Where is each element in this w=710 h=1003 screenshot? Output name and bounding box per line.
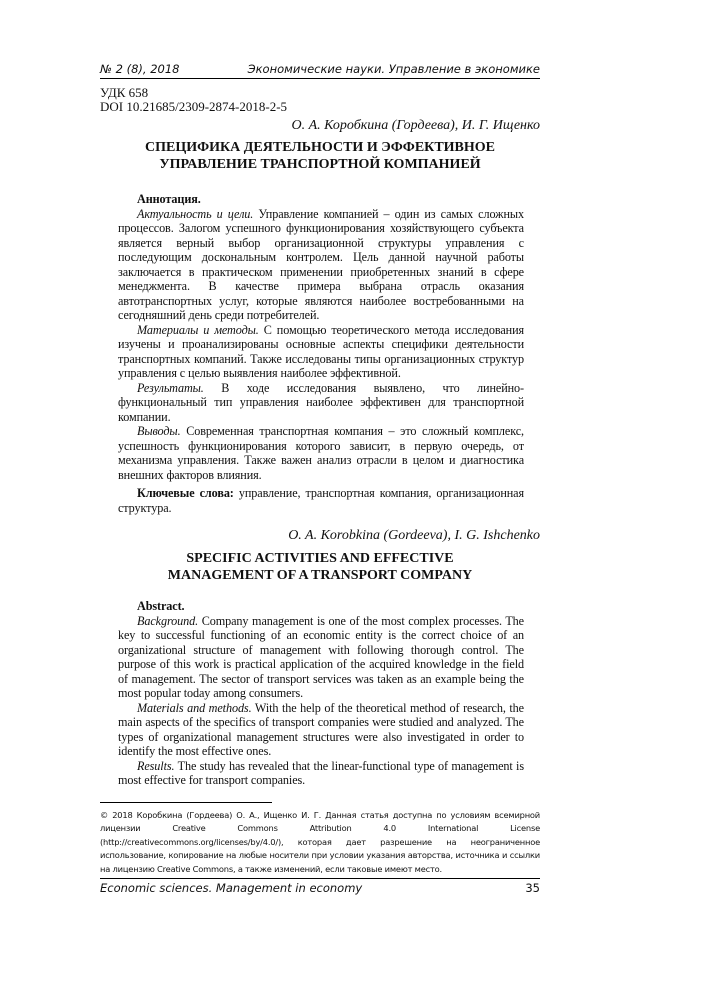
udk-code: УДК 658 — [100, 85, 149, 100]
journal-section: Экономические науки. Управление в экономике — [247, 62, 540, 76]
keywords-ru — [118, 486, 524, 515]
license-footnote: © 2018 Коробкина (Гордеева) О. А., Ищенко И. Г. Данная статья доступна по условиям всемирной лицензии Creative Commons Attribution 4.0 International License (http://creativecommons.org/licenses/by/4.0/), которая дает разрешение на неограниченное использование, копирование на любые носители при условии указания авторства, источника и ссылки на лицензию Creative Commons, а также изменений, если таковые имеют место. — [100, 809, 540, 874]
abstract-en-background — [118, 614, 524, 701]
section-label: Выводы. — [137, 424, 181, 438]
abstract-en — [118, 599, 524, 788]
journal-title-en: Economic sciences. Management in economy — [100, 881, 363, 896]
footnote-separator — [100, 802, 272, 803]
running-footer — [100, 878, 540, 897]
abstract-en-methods — [118, 701, 524, 759]
title-en-line2: MANAGEMENT OF A TRANSPORT COMPANY — [167, 568, 473, 583]
section-label: Материалы и методы. — [137, 322, 259, 337]
issue-number: № 2 (8), 2018 — [100, 62, 180, 76]
section-label: Актуальность и цели. — [137, 206, 254, 221]
title-ru — [100, 139, 540, 173]
page-content — [100, 0, 540, 897]
section-text: С помощью теоретического метода исследования изучены и проанализированы основные аспекты специфики деятельности транспортных компаний. Также исследованы типы организационных структур управления с целью выявления наиболее эффективной. — [118, 322, 524, 380]
running-header — [100, 60, 540, 79]
abstract-ru — [118, 192, 524, 515]
abstract-ru-conclusions — [118, 424, 524, 482]
abstract-en-results — [118, 759, 524, 788]
title-en-line1: SPECIFIC ACTIVITIES AND EFFECTIVE — [186, 551, 454, 566]
section-text: The study has revealed that the linear-functional type of management is most effective for transport companies. — [118, 758, 524, 787]
abstract-ru-methods — [118, 323, 524, 381]
section-text: Современная транспортная компания – это сложный комплекс, успешность функционирования которого зависит, в первую очередь, от механизма управления. Также важен анализ отрасли в целом и диагностика внешних факторов влияния. — [118, 424, 524, 482]
doi: DOI 10.21685/2309-2874-2018-2-5 — [100, 99, 288, 114]
abstract-en-heading: Abstract. — [137, 599, 185, 613]
section-text: With the help of the theoretical method of research, the main aspects of the specifics of transport companies were studied and analyzed. The types of organizational management structures were also investigated in order to identify the most effective ones. — [118, 700, 524, 758]
section-label: Materials and methods. — [137, 700, 252, 715]
keywords-text: управление, транспортная компания, организационная структура. — [118, 486, 524, 515]
section-text: Управление компанией – один из самых сложных процессов. Залогом успешного функционирования хозяйствующего субъекта является верный выбор организационной структуры управления с последующим доскональным контролем. Цель данной научной работы заключается в практическом применении приобретенных знаний в сфере менеджмента. В качестве примера выбрана отрасль оказания автотранспортных услуг, которые являются наиболее востребованными на сегодняшний день среди потребителей. — [118, 206, 524, 322]
section-text: В ходе исследования выявлено, что линейно-функциональный тип управления наиболее эффективен для транспортной компании. — [118, 380, 524, 424]
title-ru-line2: УПРАВЛЕНИЕ ТРАНСПОРТНОЙ КОМПАНИЕЙ — [159, 157, 481, 172]
section-label: Results. — [137, 758, 175, 773]
abstract-ru-heading: Аннотация. — [137, 192, 201, 206]
keywords-label: Ключевые слова: — [137, 486, 234, 500]
authors-en: O. A. Korobkina (Gordeeva), I. G. Ishchenko — [288, 528, 540, 543]
section-label: Background. — [137, 613, 199, 628]
section-label: Результаты. — [137, 380, 204, 395]
title-ru-line1: СПЕЦИФИКА ДЕЯТЕЛЬНОСТИ И ЭФФЕКТИВНОЕ — [144, 140, 495, 155]
section-text: Company management is one of the most complex processes. The key to successful functioning of an economic entity is the correct choice of an organizational structure of management with following thorough control. The purpose of this work is practical application of the acquired knowledge in the field of management. The sector of transport services was taken as an example being the most popular today among consumers. — [118, 613, 524, 700]
abstract-ru-relevance — [118, 207, 524, 323]
abstract-ru-results — [118, 381, 524, 425]
page-number: 35 — [525, 881, 540, 896]
title-en — [100, 550, 540, 584]
authors-ru: О. А. Коробкина (Гордеева), И. Г. Ищенко — [291, 118, 540, 133]
